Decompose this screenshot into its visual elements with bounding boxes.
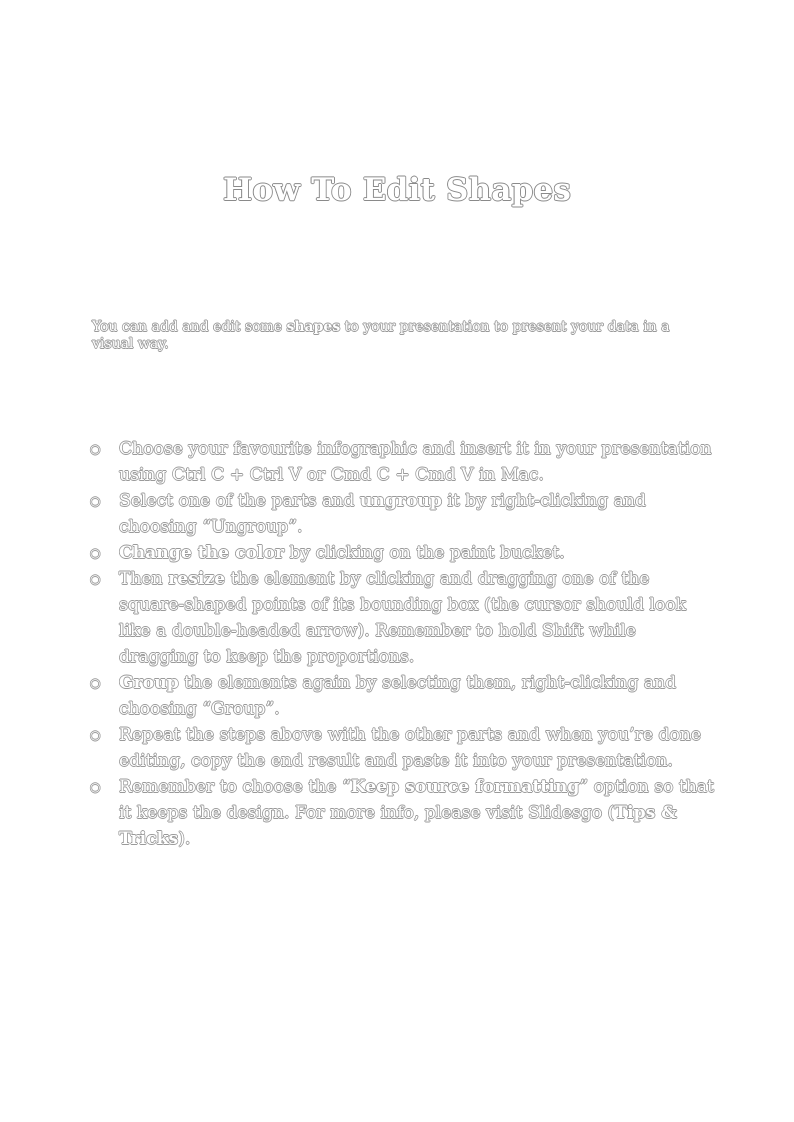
hollow-circle-icon: ○	[90, 728, 101, 742]
list-item	[90, 722, 720, 774]
hollow-circle-icon: ○	[90, 442, 101, 456]
intro-highlight-shapes: shapes	[286, 319, 341, 335]
hollow-circle-icon: ○	[90, 780, 101, 794]
step-text: Slidesgo	[528, 803, 603, 823]
step-text: by clicking on the paint bucket.	[284, 543, 565, 563]
hollow-circle-icon: ○	[90, 546, 101, 560]
list-item	[90, 540, 720, 566]
step-text: Choose your favourite infographic and insert it in your presentation using Ctrl C + Ctrl V or Cmd C + Cmd V in Mac.	[119, 439, 712, 485]
step-text: ” option so that it keeps the design. For more info, please visit	[119, 777, 715, 823]
hollow-circle-icon: ○	[90, 494, 101, 508]
step-highlight-text: Tips & Tricks	[119, 803, 677, 849]
hollow-circle-icon: ○	[90, 676, 101, 690]
step-text: Repeat the steps above with the other parts and when you’re done editing, copy the end result and paste it into your presentation.	[119, 725, 702, 771]
list-item	[90, 566, 720, 670]
step-highlight-text: Keep source formatting	[350, 777, 580, 797]
step-text: it by right-clicking and choosing “Ungroup”.	[119, 491, 646, 537]
hollow-circle-icon: ○	[90, 572, 101, 586]
step-text: (	[602, 803, 615, 823]
step-text: the element by clicking and dragging one of the square-shaped points of its bounding box (the cursor should look like a double-headed arrow). Remember to hold Shift while dragging to keep the proportions.	[119, 569, 687, 667]
step-text: ).	[178, 829, 191, 849]
step-text: the elements again by selecting them, right-clicking and choosing “Group”.	[119, 673, 677, 719]
list-item	[90, 488, 720, 540]
step-highlight-text: ungroup	[359, 491, 442, 511]
list-item	[90, 436, 720, 488]
page-title: How To Edit Shapes	[222, 172, 572, 208]
list-item	[90, 670, 720, 722]
step-text: Remember to choose the “	[119, 777, 351, 797]
intro-text-start: You can add and edit some	[92, 319, 287, 335]
step-text: Select one of the parts and	[119, 491, 360, 511]
list-item	[90, 774, 720, 852]
steps-list	[90, 436, 720, 852]
step-highlight-text: Change the color	[119, 543, 285, 563]
step-highlight-text: Group	[119, 673, 179, 693]
step-highlight-text: resize	[168, 569, 226, 589]
intro-text-end: to your presentation to present your data in a visual way.	[92, 319, 670, 352]
step-text: Then	[119, 569, 169, 589]
intro-paragraph	[92, 319, 712, 353]
